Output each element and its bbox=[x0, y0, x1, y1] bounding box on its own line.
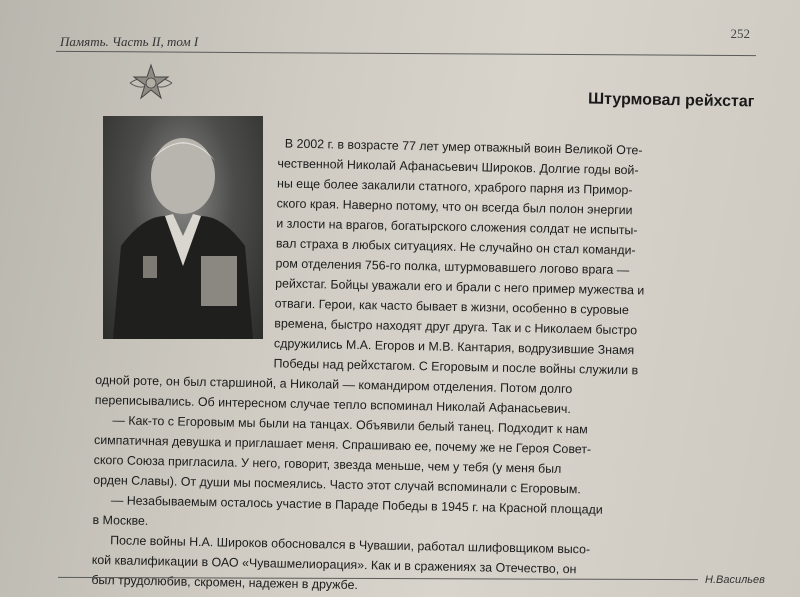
article-line: и злости на врагов, богатырского сложения солдат не испыты- bbox=[276, 216, 638, 238]
article-line: одной роте, он был старшиной, а Николай — командиром отделения. Потом долго bbox=[95, 372, 573, 397]
article-line: симпатичная девушка и приглашает меня. Спрашиваю ее, почему же не Героя Совет- bbox=[93, 432, 592, 457]
article-line: ром отделения 756-го полка, штурмовавшего логово врага — bbox=[275, 256, 630, 278]
article-line: вал страха в любых ситуациях. Не случайно он стал команди- bbox=[275, 236, 636, 258]
portrait-photo bbox=[103, 116, 263, 339]
article-line: ны еще более закалили статного, храброго парня из Примор- bbox=[276, 176, 633, 198]
article-line: В 2002 г. в возрасте 77 лет умер отважный воин Великой Оте- bbox=[284, 136, 643, 158]
article-line: переписывались. Об интересном случае тепло вспоминал Николай Афанасьевич. bbox=[94, 392, 572, 417]
running-title: Память. Часть II, том I bbox=[60, 34, 199, 49]
article-line: отваги. Герои, как часто бывает в жизни, особенно в суровые bbox=[274, 296, 629, 318]
article-line: — Незабываемым осталось участие в Параде Победы в 1945 г. на Красной площади bbox=[110, 493, 603, 517]
page-header bbox=[60, 26, 750, 52]
article-line: ского Союза пригласила. У него, говорит, звезда меньше, чем у тебя (у меня был bbox=[93, 452, 562, 476]
article-line: — Как-то с Егоровым мы были на танцах. Объявили белый танец. Подходит к нам bbox=[112, 413, 588, 437]
article-line: был трудолюбив, скромен, надежен в дружбе. bbox=[91, 572, 359, 593]
article-author: Н.Васильев bbox=[705, 574, 765, 586]
article-line: ского края. Наверно потому, что он всегда был полон энергии bbox=[276, 196, 633, 218]
article-line: сдружились М.А. Егоров и М.В. Кантария, водрузившие Знамя bbox=[273, 336, 635, 358]
order-star-icon bbox=[128, 62, 174, 104]
article-line: кой квалификации в ОАО «Чувашмелиорация». Как и в сражениях за Отечество, он bbox=[91, 552, 577, 577]
article-line: времена, быстро находят друг друга. Так и с Николаем быстро bbox=[274, 316, 638, 338]
article-title: Штурмовал рейхстаг bbox=[587, 90, 755, 111]
article-line: После войны Н.А. Широков обосновался в Чувашии, работал шлифовщиком высо- bbox=[110, 533, 591, 557]
article-line: Победы над рейхстагом. С Егоровым и после войны служили в bbox=[273, 356, 639, 378]
article-line: орден Славы). От души мы посмеялись. Часто этот случай вспоминали с Егоровым. bbox=[93, 472, 581, 497]
article-line: в Москве. bbox=[92, 512, 149, 528]
article-line: чественной Николай Афанасьевич Широков. Долгие годы вой- bbox=[277, 156, 639, 178]
page-number: 252 bbox=[730, 26, 750, 41]
article-line: рейхстаг. Бойцы уважали его и брали с него пример мужества и bbox=[275, 276, 645, 298]
